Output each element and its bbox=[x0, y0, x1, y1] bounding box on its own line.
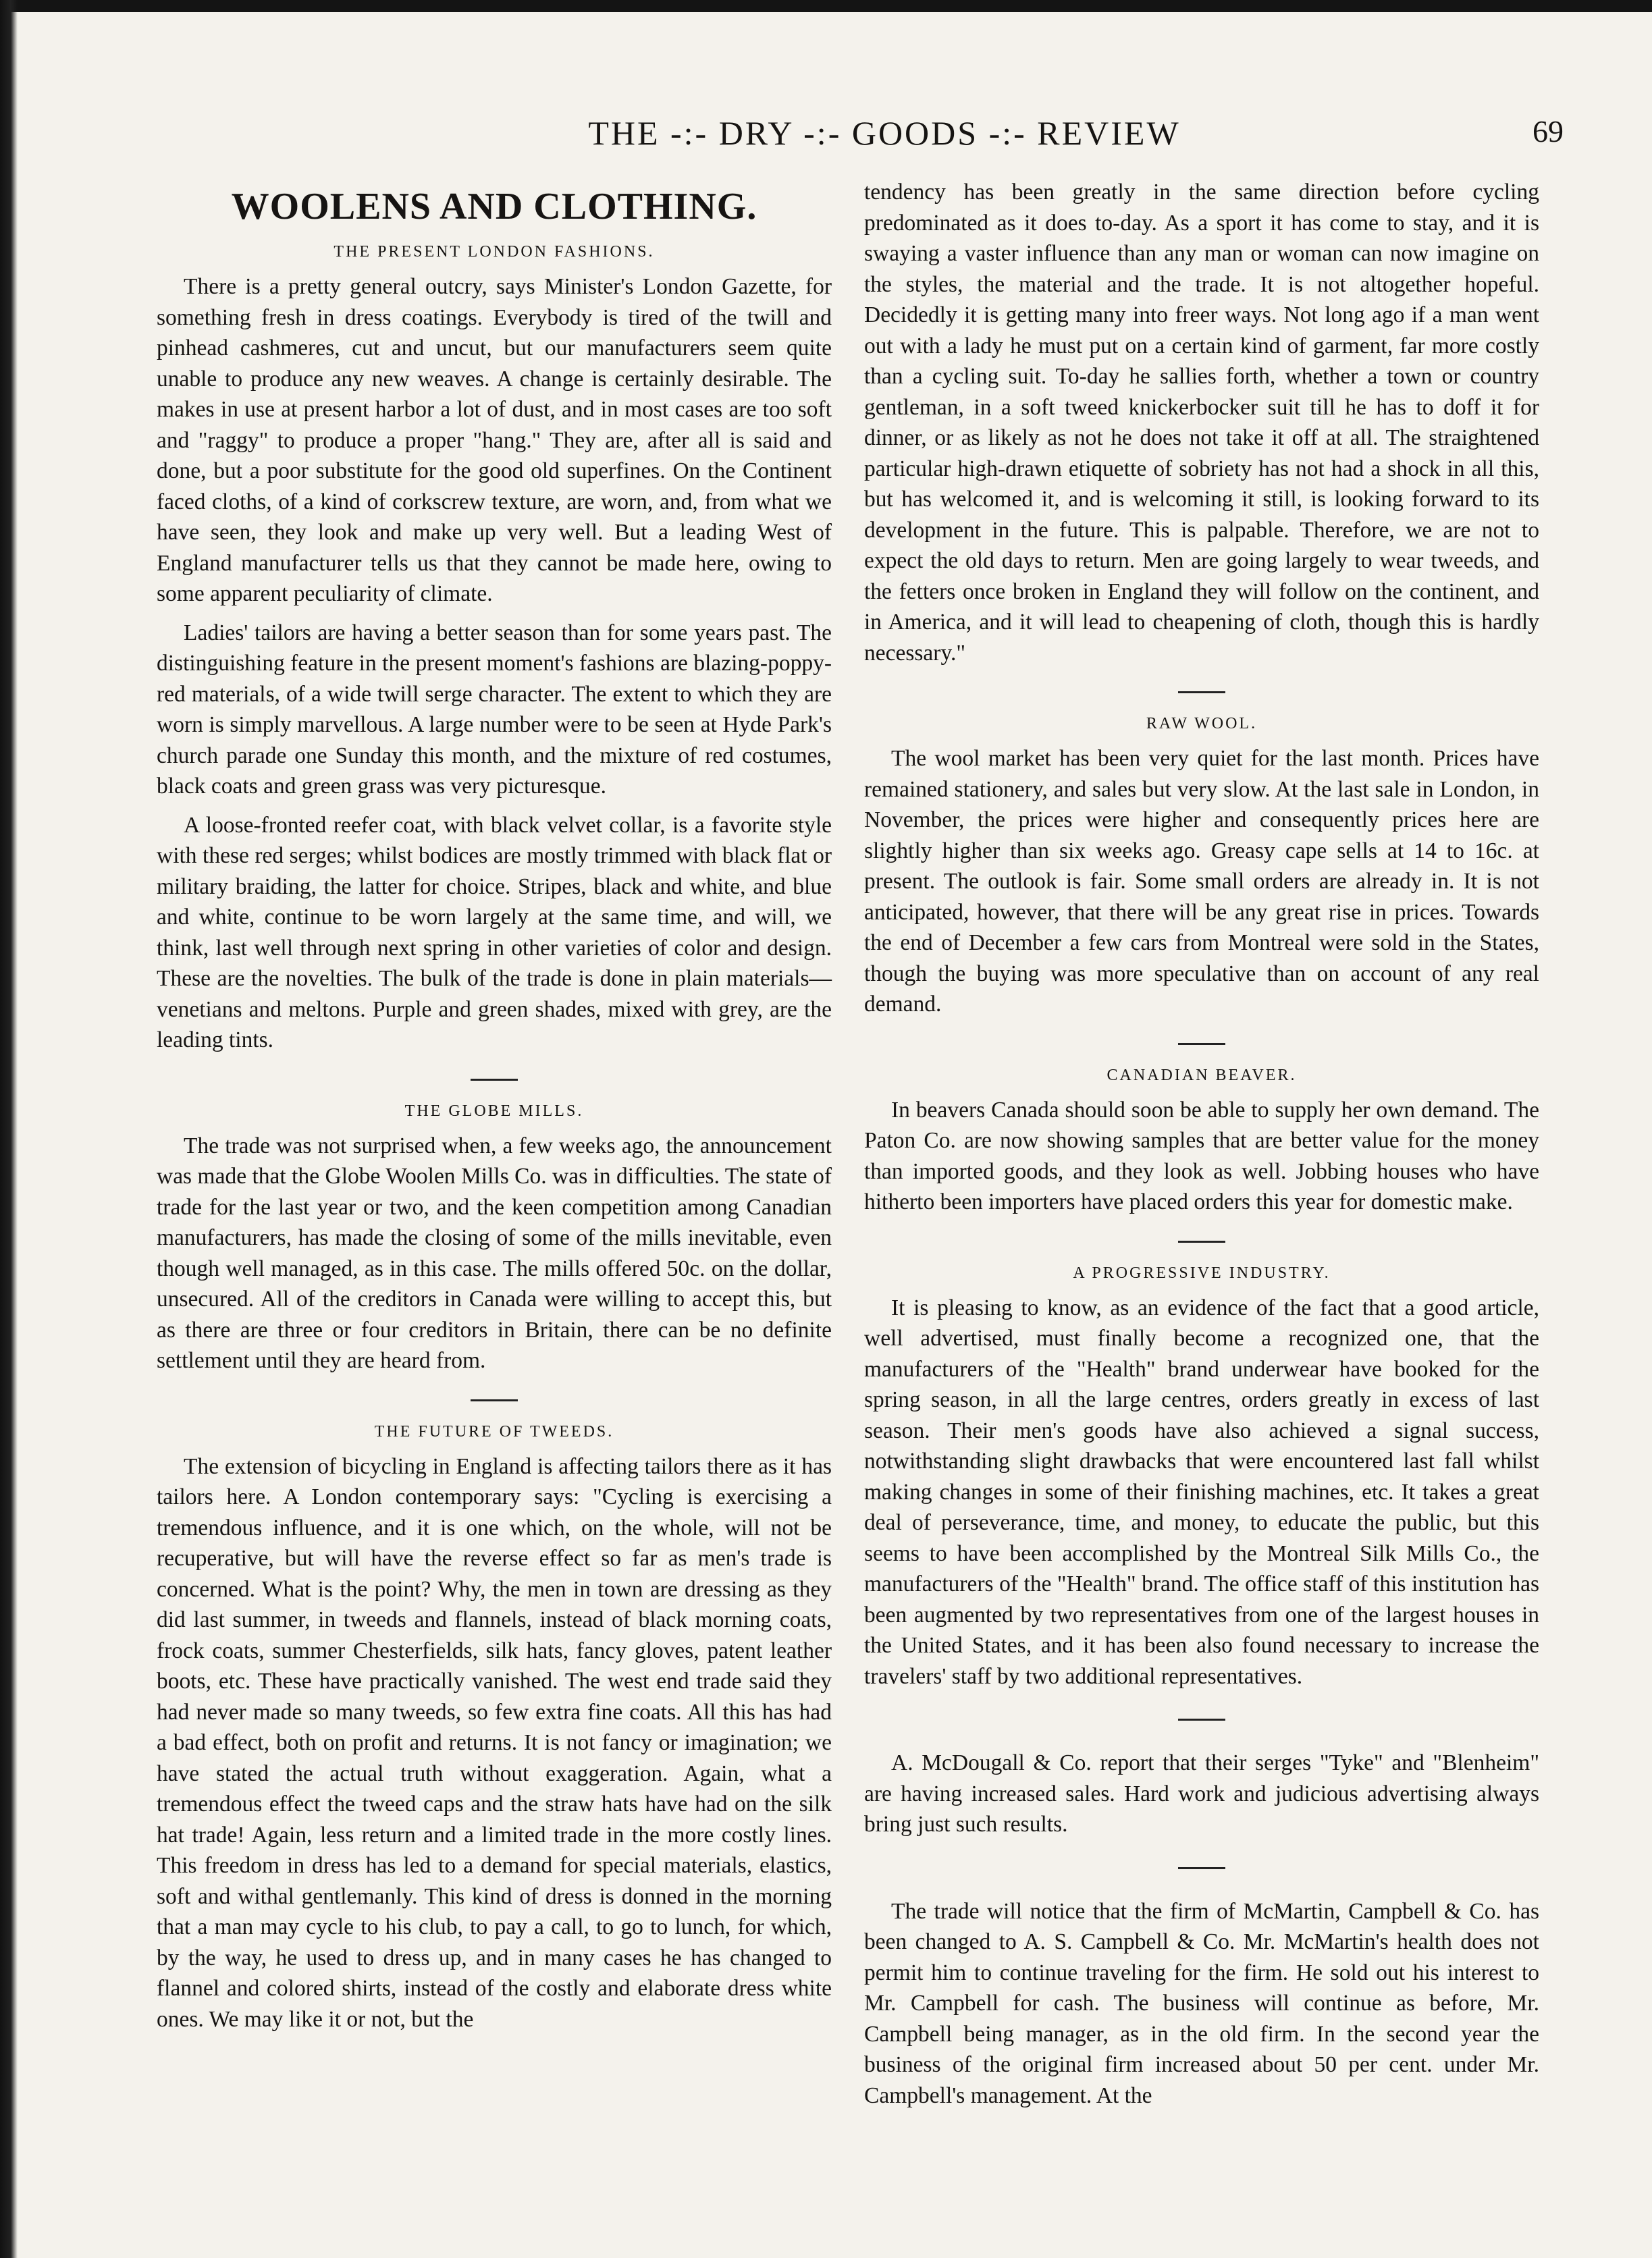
page-binding-edge bbox=[0, 0, 18, 2258]
article-heading: THE PRESENT LONDON FASHIONS. bbox=[334, 243, 655, 261]
page-number: 69 bbox=[1533, 114, 1564, 149]
article-heading: RAW WOOL. bbox=[1146, 715, 1258, 732]
article-continuation: tendency has been greatly in the same direction before cycling predominated as it does to-day. As a sport it has come to stay, and it is swaying a vaster influence than any man or woman can now imagine on the styles, the material and the trade. It is not altogether hopeful. Decidedly it is getting many into freer ways. Not long ago if a man went out with a lady he must put on a certain kind of garment, far more costly than a cycling suit. To-day he sallies forth, whether a town or country gentleman, in a soft tweed knickerbocker suit till he has to doff it for dinner, or as likely as not he does not take it off at all. The straightened particular high-drawn etiquette of sobriety has not had a shock in all this, but has welcomed it, and is welcoming it still, is looking forward to its development in the future. This is palpable. Therefore, we are not to expect the old days to return. Men are going largely to wear tweeds, and the fetters once broken in England they will follow on the continent, and in America, and it will lead to cheapening of cloth, though this is hardly necessary." bbox=[864, 180, 1539, 666]
right-column bbox=[864, 177, 1539, 2119]
news-note: A. McDougall & Co. report that their serges "Tyke" and "Blenheim" are having increased sales. Hard work and judicious advertising always bring just such results. bbox=[864, 1750, 1539, 1837]
article-paragraph: A loose-fronted reefer coat, with black velvet collar, is a favorite style with these red serges; whilst bodices are mostly trimmed with black flat or military braiding, the latter for choice. Stripes, black and white, and blue and white, continue to be worn largely at the same time, and will, we think, last well through next spring in other varieties of color and design. These are the novelties. The bulk of the trade is done in plain materials—venetians and meltons. Purple and green shades, mixed with grey, are the leading tints. bbox=[157, 812, 832, 1052]
section-rule bbox=[1178, 1043, 1225, 1045]
article-heading: A PROGRESSIVE INDUSTRY. bbox=[1073, 1264, 1331, 1282]
left-column bbox=[157, 177, 832, 2043]
news-note: The trade will notice that the firm of McMartin, Campbell & Co. has been changed to A. S. Campbell & Co. Mr. McMartin's health does not permit him to continue traveling for the firm. He sold out his interest to Mr. Campbell for cash. The business will continue as before, Mr. Campbell being manager, as in the old firm. In the second year the business of the original firm increased about 50 per cent. under Mr. Campbell's management. At the bbox=[864, 1898, 1539, 2108]
article-paragraph: There is a pretty general outcry, says Minister's London Gazette, for something fresh in dress coatings. Everybody is tired of the twill and pinhead cashmeres, cut and uncut, but our manufacturers seem quite unable to produce any new weaves. A change is certainly desirable. The makes in use at present harbor a lot of dust, and in most cases are too soft and "raggy" to produce a proper "hang." They are, after all is said and done, but a poor substitute for the good old superfines. On the Continent faced cloths, of a kind of corkscrew texture, are worn, and, from what we have seen, they look and make up very well. But a leading West of England manufacturer tells us that they cannot be made here, owing to some apparent peculiarity of climate. bbox=[157, 274, 832, 606]
section-rule bbox=[471, 1399, 518, 1401]
section-rule bbox=[1178, 1719, 1225, 1721]
section-rule bbox=[471, 1079, 518, 1081]
article-paragraph: The trade was not surprised when, a few weeks ago, the announcement was made that the Globe Woolen Mills Co. was in difficulties. The state of trade for the last year or two, and the keen competition among Canadian manufacturers, has made the closing of some of the mills inevitable, even though well managed, as in this case. The mills offered 50c. on the dollar, unsecured. All of the creditors in Canada were willing to accept this, but as there are three or four creditors in Britain, there can be no definite settlement until they are heard from. bbox=[157, 1133, 832, 1373]
section-rule bbox=[1178, 1241, 1225, 1243]
article-paragraph: Ladies' tailors are having a better season than for some years past. The distinguishing feature in the present moment's fashions are blazing-poppy-red materials, of a wide twill serge character. The extent to which they are worn is simply marvellous. A large number were to be seen at Hyde Park's church parade one Sunday this month, and the mixture of red costumes, black coats and green grass was very picturesque. bbox=[157, 620, 832, 799]
section-rule bbox=[1178, 1867, 1225, 1869]
article-paragraph: It is pleasing to know, as an evidence of the fact that a good article, well advertised, must finally become a recognized one, that the manufacturers of the "Health" brand underwear have booked for the spring season, in all the large centres, orders greatly in excess of last season. Their men's goods have also achieved a signal success, notwithstanding slight drawbacks that were encountered last fall whilst making changes in some of their finishing machines, etc. It takes a great deal of perseverance, time, and money, to educate the public, but this seems to have been accomplished by the Montreal Silk Mills Co., the manufacturers of the "Health" brand. The office staff of this institution has been augmented by two representatives from one of the largest houses in the United States, and it has been also found necessary to increase the travelers' staff by two additional representatives. bbox=[864, 1295, 1539, 1689]
section-rule bbox=[1178, 691, 1225, 693]
running-title: THE -:- DRY -:- GOODS -:- REVIEW bbox=[588, 114, 1181, 152]
section-masthead: WOOLENS AND CLOTHING. bbox=[231, 186, 757, 227]
page-top-edge bbox=[0, 0, 1652, 12]
article-paragraph: The extension of bicycling in England is affecting tailors there as it has tailors here. A London contemporary says: "Cycling is exercising a tremendous influence, and it is one which, on the whole, will not be recuperative, but will have the reverse effect so far as men's trade is concerned. What is the point? Why, the men in town are dressing as they did last summer, in tweeds and flannels, instead of black morning coats, frock coats, summer Chesterfields, silk hats, fancy gloves, patent leather boots, etc. These have practically vanished. The west end trade said they had never made so many tweeds, so few extra fine coats. All this has had a bad effect, both on profit and returns. It is not fancy or imagination; we have stated the actual truth without exaggeration. Again, what a tremendous effect the tweed caps and the straw hats have had on the silk hat trade! Again, less return and a limited trade in the more costly lines. This freedom in dress has led to a demand for special materials, elastics, soft and withal gentlemanly. This kind of dress is donned in the morning that a man may cycle to his club, to pay a call, to go to lunch, for which, by the way, he used to dress up, and in many cases he has changed to flannel and colored shirts, instead of the costly and elaborate dress white ones. We may like it or not, but the bbox=[157, 1453, 832, 2032]
article-paragraph: The wool market has been very quiet for the last month. Prices have remained stationery, and sales but very slow. At the last sale in London, in November, the prices were higher and consequently prices here are slightly higher than six weeks ago. Greasy cape sells at 14 to 16c. at present. The outlook is fair. Some small orders are already in. It is not anticipated, however, that there will be any great rise in prices. Towards the end of December a few cars from Montreal were sold in the States, though the buying was more speculative than on account of any real demand. bbox=[864, 746, 1539, 1017]
article-heading: CANADIAN BEAVER. bbox=[1107, 1066, 1297, 1084]
article-heading: THE FUTURE OF TWEEDS. bbox=[374, 1422, 614, 1441]
article-paragraph: In beavers Canada should soon be able to supply her own demand. The Paton Co. are now showing samples that are better value for the money than imported goods, and they look as well. Jobbing houses who have hitherto been importers have placed orders this year for domestic make. bbox=[864, 1097, 1539, 1214]
article-heading: THE GLOBE MILLS. bbox=[404, 1102, 584, 1120]
